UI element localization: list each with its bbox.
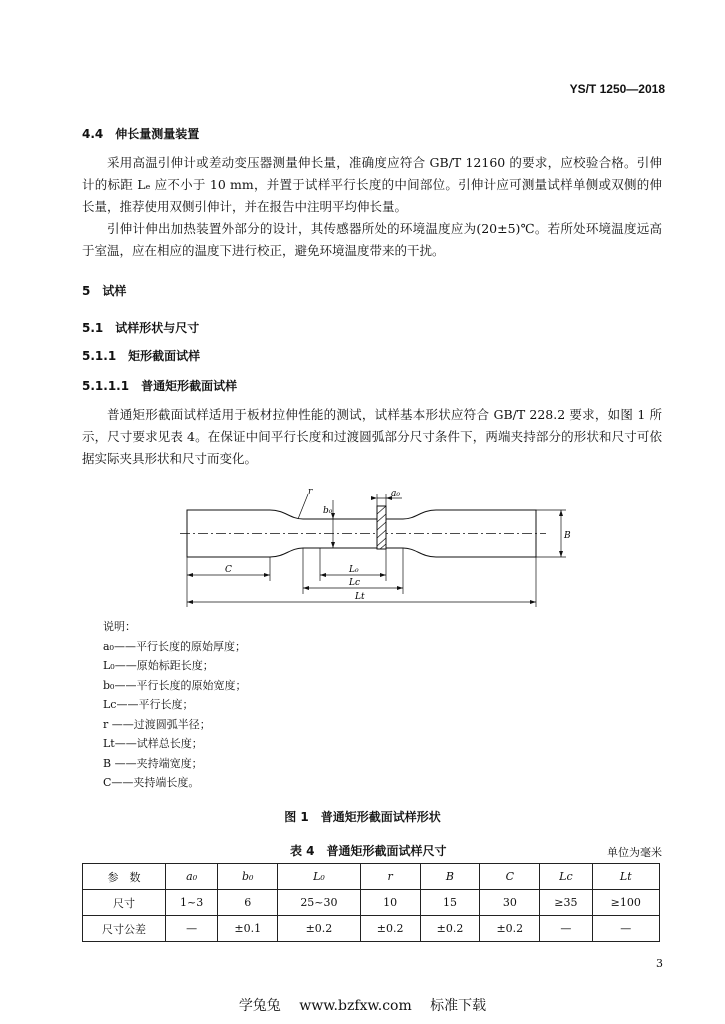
legend-item: Lt——试样总长度； — [103, 737, 203, 750]
heading-5-1-1: 5.1.1 矩形截面试样 — [82, 349, 201, 363]
footer-watermark: 学兔兔 www.bzfxw.com 标准下载 — [238, 998, 487, 1014]
paragraph-4-4-1: 采用高温引伸计或差动变压器测量伸长量，准确度应符合 GB/T 12160 的要求，应校验合格。引伸计的标距 Lₑ 应不小于 10 mm，并置于试样平行长度的中间部位。引伸计应可测量试样单侧或双侧的伸长量，推荐使用双侧引伸计，并在报告中注明平均伸长量。 — [82, 155, 662, 214]
label-r: r — [308, 487, 313, 497]
label-b0: b₀ — [323, 506, 333, 516]
table-cell: 6 — [218, 890, 278, 916]
label-B: B — [564, 531, 571, 541]
table-cell: ≥35 — [540, 890, 592, 916]
table-cell: ±0.2 — [480, 916, 540, 942]
label-a0: a₀ — [391, 489, 400, 499]
paragraph-5-1-1-1: 普通矩形截面试样适用于板材拉伸性能的测试，试样基本形状应符合 GB/T 228.2 要求，如图 1 所示，尺寸要求见表 4。在保证中间平行长度和过渡圆弧部分尺寸条件下，两端夹持部分的形状和尺寸可依据实际夹具形状和尺寸而变化。 — [82, 407, 662, 466]
table-cell: L₀ — [278, 864, 361, 890]
legend-item: b₀——平行长度的原始宽度； — [103, 678, 247, 692]
table-cell: 25~30 — [278, 890, 361, 916]
table-cell: Lt — [592, 864, 659, 890]
table-row — [83, 916, 660, 942]
heading-5-1-1-1: 5.1.1.1 普通矩形截面试样 — [82, 379, 238, 393]
table-cell: 15 — [420, 890, 480, 916]
table-caption: 表 4 普通矩形截面试样尺寸 — [290, 844, 447, 858]
figure-caption: 图 1 普通矩形截面试样形状 — [284, 810, 441, 824]
specimen-drawing — [170, 486, 580, 608]
label-C: C — [225, 565, 232, 575]
table-cell: 30 — [480, 890, 540, 916]
table-cell: 参 数 — [83, 864, 166, 890]
table-cell: — — [540, 916, 592, 942]
table-cell: 尺寸 — [83, 890, 166, 916]
legend-item: a₀——平行长度的原始厚度； — [103, 639, 246, 653]
legend-item: Lc——平行长度； — [103, 698, 194, 711]
table-4 — [82, 863, 660, 942]
table-header-row — [83, 864, 660, 890]
label-L0: L₀ — [349, 565, 359, 575]
heading-5: 5 试样 — [82, 284, 127, 298]
table-cell: ±0.2 — [278, 916, 361, 942]
table-cell: 尺寸公差 — [83, 916, 166, 942]
table-cell: C — [480, 864, 540, 890]
table-cell: — — [166, 916, 218, 942]
figure-legend — [103, 617, 246, 793]
table-cell: ±0.1 — [218, 916, 278, 942]
label-Lt: Lt — [355, 592, 365, 602]
table-cell: b₀ — [218, 864, 278, 890]
table-cell: Lc — [540, 864, 592, 890]
standard-number: YS/T 1250—2018 — [569, 82, 665, 96]
table-cell: ±0.2 — [360, 916, 420, 942]
table-cell: r — [360, 864, 420, 890]
legend-item: B ——夹持端宽度； — [103, 756, 203, 770]
legend-item: r ——过渡圆弧半径； — [103, 717, 211, 731]
table-cell: ±0.2 — [420, 916, 480, 942]
table-cell: 1~3 — [166, 890, 218, 916]
paragraph-4-4-2: 引伸计伸出加热装置外部分的设计，其传感器所处的环境温度应为(20±5)℃。若所处环境温度远高于室温，应在相应的温度下进行校正，避免环境温度带来的干扰。 — [82, 221, 662, 258]
table-row — [83, 890, 660, 916]
table-cell: B — [420, 864, 480, 890]
table-cell: 10 — [360, 890, 420, 916]
table-cell: — — [592, 916, 659, 942]
legend-item: C——夹持端长度。 — [103, 776, 200, 789]
legend-item: L₀——原始标距长度； — [103, 659, 214, 672]
heading-5-1: 5.1 试样形状与尺寸 — [82, 321, 200, 335]
table-cell: a₀ — [166, 864, 218, 890]
page-number: 3 — [656, 957, 663, 970]
legend-title: 说明： — [103, 620, 136, 633]
label-Lc: Lc — [349, 578, 361, 588]
table-cell: ≥100 — [592, 890, 659, 916]
table-unit: 单位为毫米 — [607, 846, 662, 859]
heading-4-4: 4.4 伸长量测量装置 — [82, 127, 200, 141]
